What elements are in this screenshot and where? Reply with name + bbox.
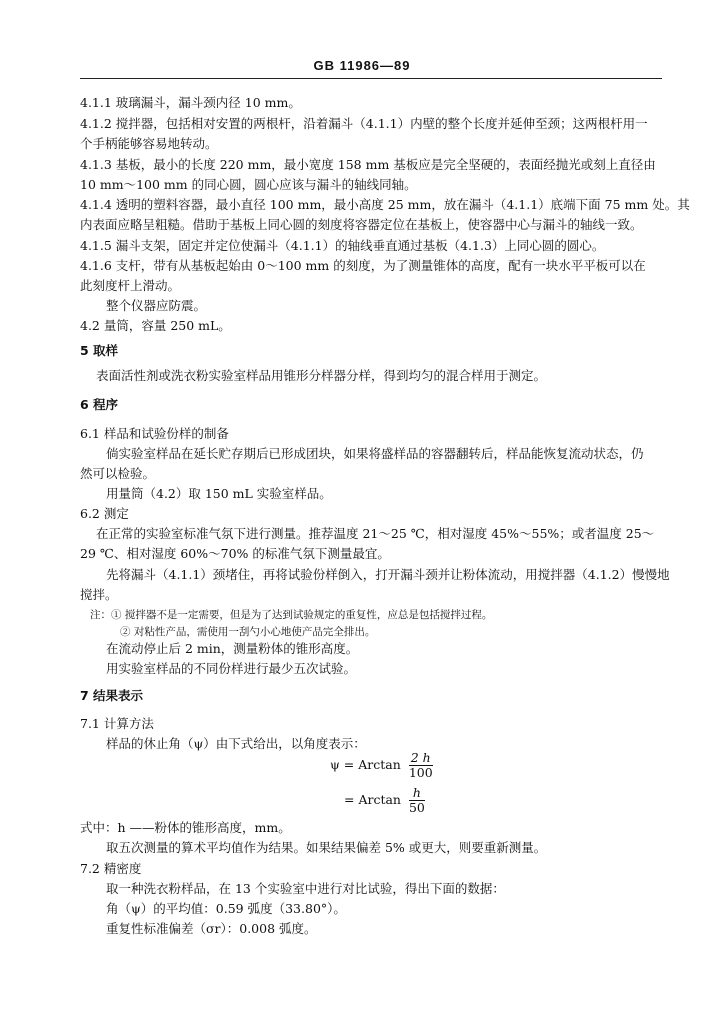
fraction-1-numerator: 2 h [410, 750, 431, 765]
formula-fraction-2 [409, 786, 425, 815]
clause-4-1-6-line1: 4.1.6 支杆，带有从基板起始由 0～100 mm 的刻度，为了测量锥体的高度，配有一块水平平板可以在 [80, 258, 646, 273]
clause-6-2-para-line4: 搅拌。 [80, 587, 118, 602]
page-header: GB 11986—89 [313, 58, 411, 73]
clause-6-2-para-line3: 先将漏斗（4.1.1）颈堵住，再将试验份样倒入，打开漏斗颈并让粉体流动，用搅拌器（4.1.2）慢慢地 [106, 567, 670, 582]
clause-4-2: 4.2 量筒，容量 250 mL。 [80, 318, 231, 333]
clause-6-2-para-line6: 用实验室样品的不同份样进行最少五次试验。 [106, 661, 357, 676]
clause-4-1-2-line2: 个手柄能够容易地转动。 [80, 136, 218, 151]
clause-4-1-4-line2: 内表面应略呈粗糙。借助于基板上同心圆的刻度将容器定位在基板上，使容器中心与漏斗的轴线一致。 [80, 217, 643, 232]
clause-6-2-para-line2: 29 ℃、相对湿度 60%～70% 的标准气氛下测量最宜。 [80, 546, 390, 561]
clause-4-1-3-line2: 10 mm～100 mm 的同心圆，圆心应该与漏斗的轴线同轴。 [80, 177, 417, 192]
clause-4-1-5: 4.1.5 漏斗支架，固定并定位使漏斗（4.1.1）的轴线垂直通过基板（4.1.3）上同心圆的圆心。 [80, 238, 605, 253]
clause-7-1-heading: 7.1 计算方法 [80, 716, 154, 731]
formula-line-1 [330, 751, 433, 780]
clause-7-1-para: 样品的休止角（ψ）由下式给出，以角度表示： [106, 736, 366, 751]
header-rule [80, 78, 662, 79]
clause-6-2-para-line1: 在正常的实验室标准气氛下进行测量。推荐温度 21～25 ℃，相对湿度 45%～55%；或者温度 25～ [96, 526, 655, 541]
section-7-heading: 7 结果表示 [80, 688, 144, 703]
clause-6-1-para-line3: 用量筒（4.2）取 150 mL 实验室样品。 [106, 486, 332, 501]
fraction-2-numerator: h [409, 786, 425, 801]
formula-fraction-1 [409, 751, 433, 780]
clause-7-2-para-line3: 重复性标准偏差（σr）：0.008 弧度。 [106, 921, 317, 936]
section-6-heading: 6 程序 [80, 397, 119, 412]
clause-4-1-4-line1: 4.1.4 透明的塑料容器，最小直径 100 mm，最小高度 25 mm，放在漏斗（4.1.1）底端下面 75 mm 处。其 [80, 197, 690, 212]
fraction-1-denominator: 100 [408, 765, 433, 780]
clause-7-1-result: 取五次测量的算术平均值作为结果。如果结果偏差 5% 或更大，则要重新测量。 [106, 840, 547, 855]
clause-6-1-para-line2: 然可以检验。 [80, 466, 156, 481]
clause-4-1-6-line2: 此刻度杆上滑动。 [80, 278, 181, 293]
fraction-2-denominator: 50 [408, 800, 425, 815]
note-2: ② 对粘性产品，需使用一刮勺小心地使产品完全排出。 [120, 626, 376, 638]
section-5-heading: 5 取样 [80, 343, 119, 358]
clause-4-1-2-line1: 4.1.2 搅拌器，包括相对安置的两根杆，沿着漏斗（4.1.1）内壁的整个长度并延伸至颈；这两根杆用一 [80, 116, 648, 131]
clause-6-2-heading: 6.2 测定 [80, 506, 129, 521]
note-1: 注：① 搅拌器不是一定需要，但是为了达到试验规定的重复性，应总是包括搅拌过程。 [90, 609, 493, 621]
formula-eq2: = Arctan [344, 792, 401, 807]
clause-4-1-3-line1: 4.1.3 基板，最小的长度 220 mm，最小宽度 158 mm 基板应是完全坚硬的，表面经抛光或刻上直径由 [80, 157, 656, 172]
formula-lhs: ψ = Arctan [330, 757, 401, 772]
clause-4-1-1: 4.1.1 玻璃漏斗，漏斗颈内径 10 mm。 [80, 95, 301, 110]
clause-6-1-heading: 6.1 样品和试验份样的制备 [80, 426, 229, 441]
formula-where-clause: 式中：h ——粉体的锥形高度，mm。 [80, 820, 291, 835]
clause-7-2-heading: 7.2 精密度 [80, 861, 142, 876]
clause-6-2-para-line5: 在流动停止后 2 min，测量粉体的锥形高度。 [106, 641, 359, 656]
formula-line-2 [344, 786, 425, 815]
clause-7-2-para-line1: 取一种洗衣粉样品，在 13 个实验室中进行对比试验，得出下面的数据： [106, 881, 505, 896]
section-5-paragraph: 表面活性剂或洗衣粉实验室样品用锥形分样器分样，得到均匀的混合样用于测定。 [96, 368, 547, 383]
clause-4-1-7: 整个仪器应防震。 [106, 298, 207, 313]
clause-7-2-para-line2: 角（ψ）的平均值：0.59 弧度（33.80°）。 [106, 901, 346, 916]
clause-6-1-para-line1: 倘实验室样品在延长贮存期后已形成团块，如果将盛样品的容器翻转后，样品能恢复流动状态，仍 [106, 446, 644, 461]
